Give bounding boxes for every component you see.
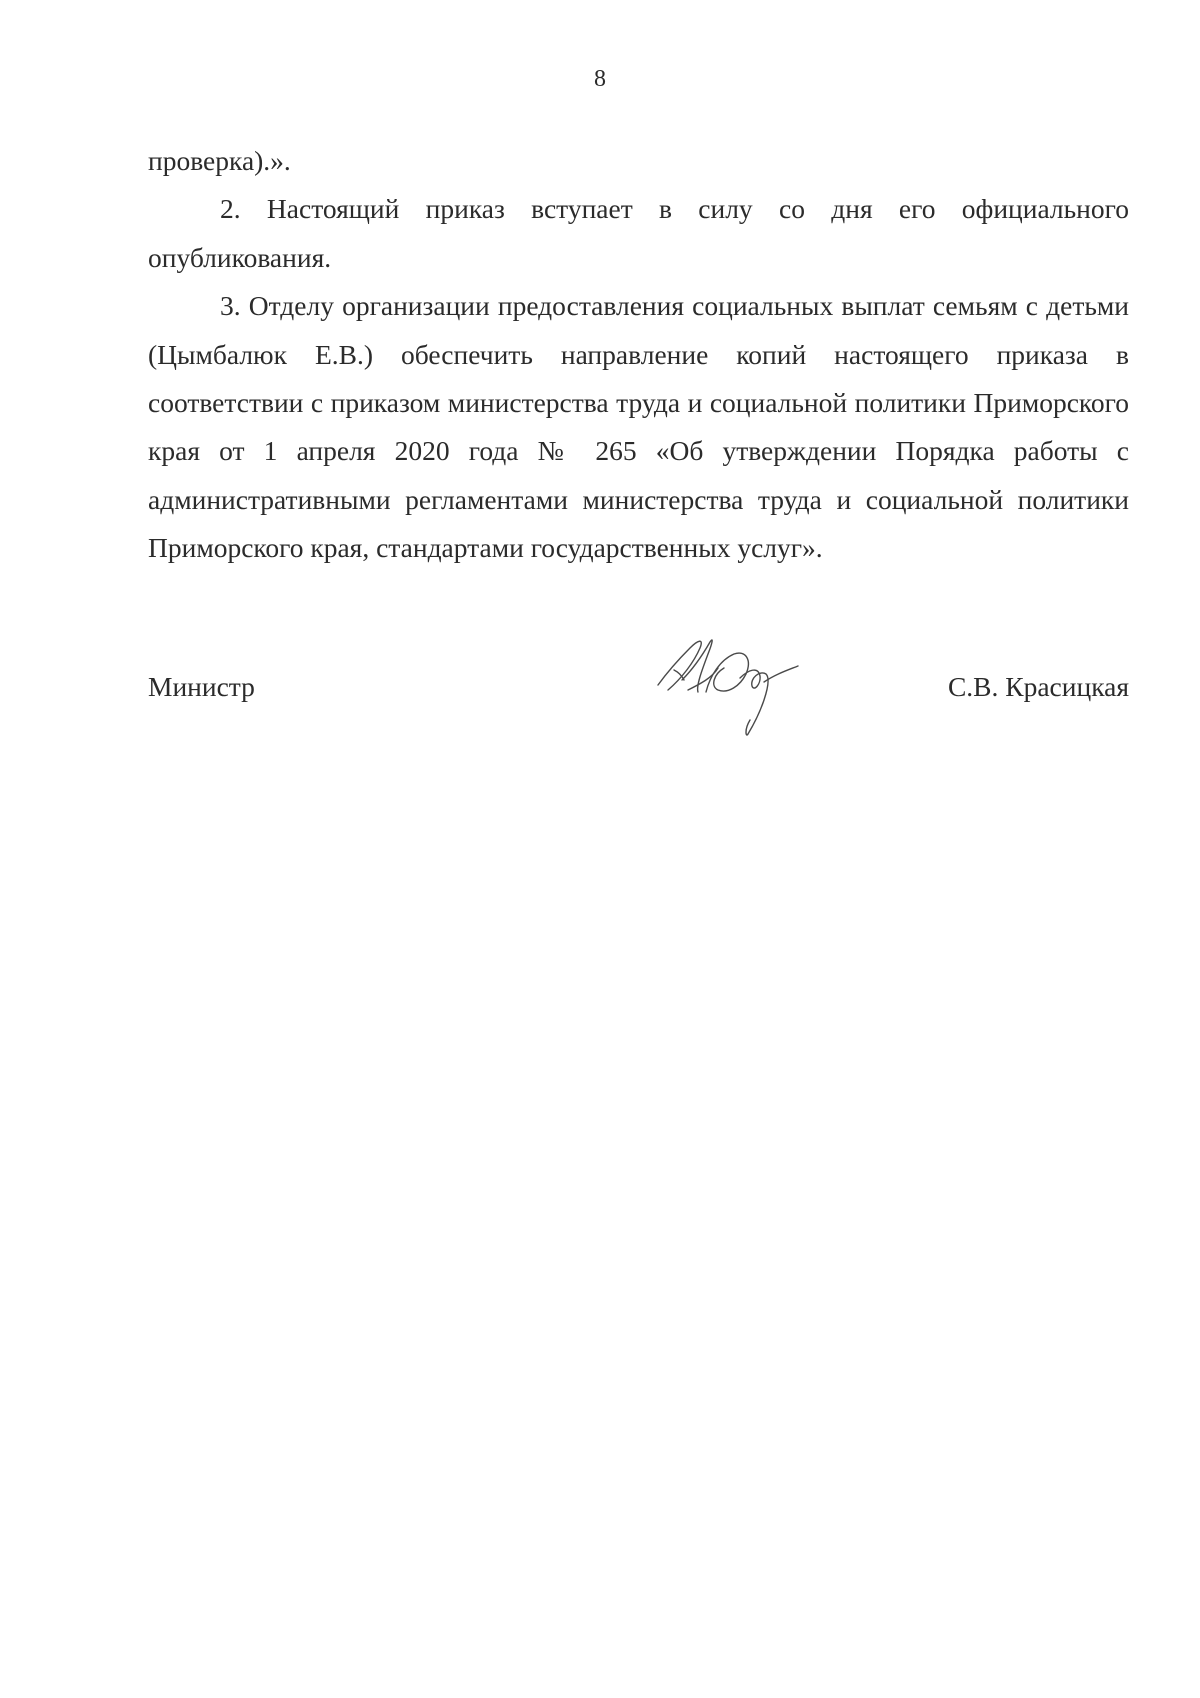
signature-block [148,630,1129,790]
paragraph-continuation: проверка).». [148,145,291,176]
paragraph-item-3: 3. Отделу организации предоставления социальных выплат семьям с детьми (Цымбалюк Е.В.) обеспечить направление копий настоящего приказа в соответствии с приказом министерства труда и социальной политики Приморского края от 1 апреля 2020 года № 265 «Об утверждении Порядка работы с административными регламентами министерства труда и социальной политики Приморского края, стандартами государственных услуг». [148,290,1129,564]
handwritten-signature [648,630,818,740]
document-body [148,137,1129,573]
signer-name: С.В. Красицкая [947,671,1129,702]
page-number: 8 [594,66,606,92]
paragraph-item-2: 2. Настоящий приказ вступает в силу со дня его официального опубликования. [148,193,1129,273]
signer-position: Министр [148,671,255,702]
